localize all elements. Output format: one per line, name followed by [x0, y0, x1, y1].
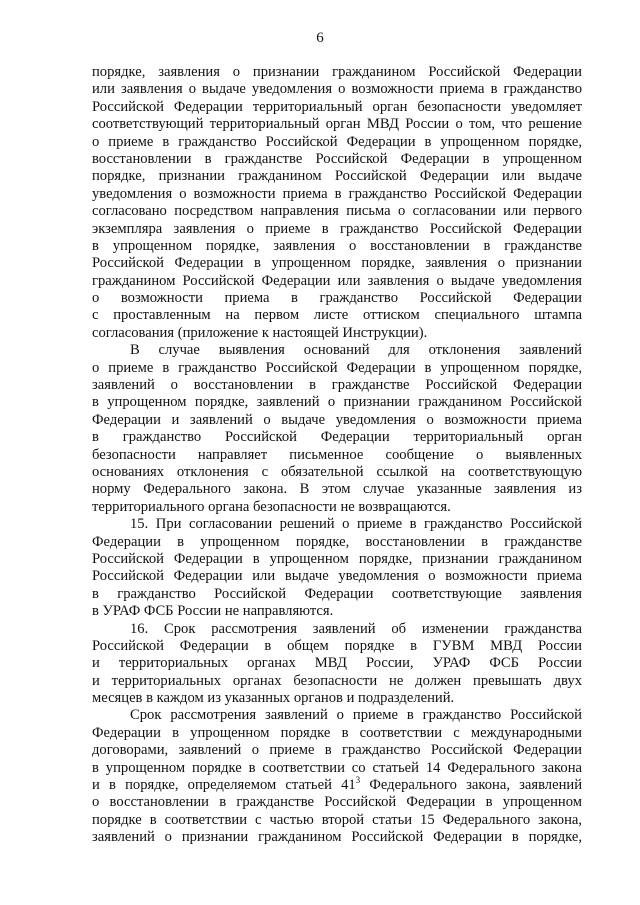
page-number: 6 — [316, 30, 324, 46]
text-line: соответствующий территориальный орган МВД России о том, что решение — [92, 116, 582, 133]
text-line: договорами, заявлений о приеме в гражданство Российской Федерации — [92, 742, 582, 759]
text-line: Федерации и заявлений о выдаче уведомления о возможности приема — [92, 411, 582, 428]
text-line: о приеме в гражданство Российской Федерации в упрощенном порядке, — [92, 359, 582, 376]
text-segment: Федерального закона, заявлений — [360, 777, 583, 794]
text-line: и территориальных органах МВД России, УРАФ ФСБ России — [92, 655, 582, 672]
text-line: восстановлении в гражданстве Российской Федерации в упрощенном — [92, 150, 582, 167]
paragraph-16 — [92, 621, 582, 708]
text-line: о приеме в гражданство Российской Федерации в упрощенном порядке, — [92, 133, 582, 150]
text-line: согласовано посредством направления письма о согласовании или первого — [92, 203, 582, 220]
text-line: согласования (приложение к настоящей Инструкции). — [92, 324, 428, 341]
text-line: Российской Федерации в упрощенном порядке, заявления о признании — [92, 255, 582, 272]
text-line: заявлений о признании гражданином Российской Федерации в порядке, — [92, 829, 582, 846]
text-line: экземпляра заявления о приеме в гражданство Российской Федерации — [92, 220, 582, 237]
text-line: Российской Федерации территориальный орган безопасности уведомляет — [92, 98, 582, 115]
text-line: Российской Федерации или выдаче уведомления о возможности приема — [92, 568, 582, 585]
text-line: Российской Федерации в упрощенном порядке, признании гражданином — [92, 550, 582, 567]
text-line: заявлений о восстановлении в гражданстве Российской Федерации — [92, 377, 582, 394]
text-line: порядке в соответствии с частью второй статьи 15 Федерального закона, — [92, 811, 582, 828]
text-line: в упрощенном порядке, заявления о восстановлении в гражданстве — [92, 237, 582, 254]
document-body — [92, 64, 582, 847]
paragraph — [92, 707, 582, 846]
text-line: или заявления о выдаче уведомления о возможности приема в гражданство — [92, 81, 582, 98]
text-line: в упрощенном порядке, заявлений о признании гражданином Российской — [92, 394, 582, 411]
text-line: норму Федерального закона. В этом случае указанные заявления из — [92, 481, 582, 498]
paragraph-15 — [92, 516, 582, 620]
text-line: основаниях отклонения с обязательной ссылкой на соответствующую — [92, 463, 582, 480]
text-line: с проставленным на первом листе оттиском специального штампа — [92, 307, 582, 324]
text-line: Федерации в упрощенном порядке, восстановлении в гражданстве — [92, 533, 582, 550]
text-line: и территориальных органах безопасности не должен превышать двух — [92, 672, 582, 689]
paragraph — [92, 342, 582, 516]
text-line: в гражданство Российской Федерации соответствующие заявления — [92, 585, 582, 602]
text-line: 15. При согласовании решений о приеме в гражданство Российской — [130, 516, 582, 533]
paragraph — [92, 64, 582, 342]
text-segment: и в порядке, определяемом статьей 41 — [92, 777, 356, 794]
text-line: 16. Срок рассмотрения заявлений об изменении гражданства — [130, 620, 582, 637]
text-line: территориального органа безопасности не возвращаются. — [92, 498, 451, 515]
text-line: уведомления о возможности приема в гражданство Российской Федерации — [92, 185, 582, 202]
text-line: Федерации в упрощенном порядке в соответствии с международными — [92, 724, 582, 741]
text-line: гражданином Российской Федерации или заявления о выдаче уведомления — [92, 272, 582, 289]
text-line: месяцев в каждом из указанных органов и подразделений. — [92, 690, 455, 707]
text-line: безопасности направляет письменное сообщение о выявленных — [92, 446, 582, 463]
text-line: Срок рассмотрения заявлений о приеме в гражданство Российской — [130, 707, 582, 724]
text-line: В случае выявления оснований для отклонения заявлений — [130, 342, 582, 359]
text-line: Российской Федерации в общем порядке в ГУВМ МВД России — [92, 637, 582, 654]
text-line: порядке, признании гражданином Российской Федерации или выдаче — [92, 168, 582, 185]
text-line: в упрощенном порядке в соответствии со статьей 14 Федерального закона — [92, 759, 582, 776]
text-line: порядке, заявления о признании гражданином Российской Федерации — [92, 64, 582, 80]
text-line-with-superscript — [92, 777, 582, 794]
text-line: в УРАФ ФСБ России не направляются. — [92, 603, 334, 620]
text-line: в гражданство Российской Федерации территориальный орган — [92, 429, 582, 446]
superscript: 3 — [355, 775, 361, 786]
text-line: о возможности приема в гражданство Российской Федерации — [92, 290, 582, 307]
text-line: о восстановлении в гражданстве Российской Федерации в упрощенном — [92, 794, 582, 811]
